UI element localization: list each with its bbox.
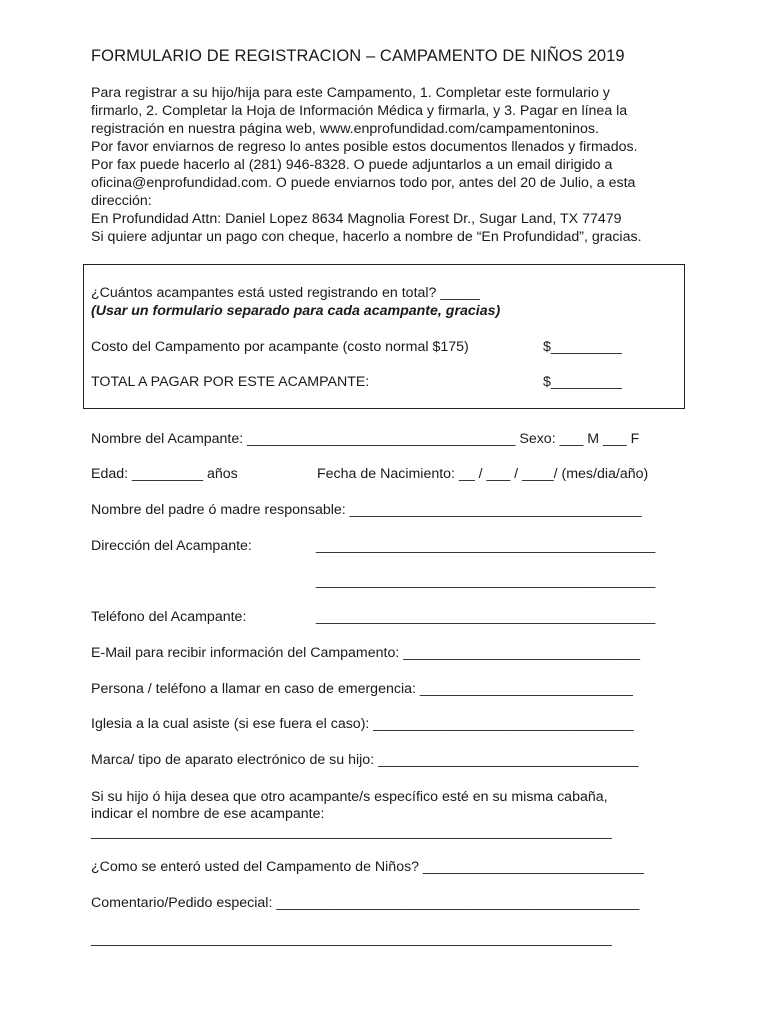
camp-cost-field[interactable]: $_________ (543, 339, 622, 355)
cabin-request-text: Si su hijo ó hija desea que otro acampante/s específico esté en su misma cabaña, (91, 789, 608, 805)
phone-label: Teléfono del Acampante: (91, 609, 247, 625)
age-field[interactable]: Edad: _________ años (91, 466, 238, 482)
camper-count-question[interactable]: ¿Cuántos acampantes está usted registrando en total? _____ (91, 285, 480, 301)
email-field[interactable]: E-Mail para recibir información del Campamento: ______________________________ (91, 645, 640, 661)
instruction-line: Para registrar a su hijo/hija para este Campamento, 1. Completar este formulario y (91, 85, 610, 101)
special-request-field-line-2[interactable]: __________________________________________________________________ (91, 931, 612, 947)
instructions-paragraph (91, 84, 701, 246)
total-due-field[interactable]: $_________ (543, 374, 622, 390)
address-field-line-1[interactable]: ___________________________________________ (316, 538, 656, 554)
cabin-request-label: indicar el nombre de ese acampante: (91, 806, 325, 822)
instruction-line: En Profundidad Attn: Daniel Lopez 8634 Magnolia Forest Dr., Sugar Land, TX 77479 (91, 211, 622, 227)
instruction-line: Por fax puede hacerlo al (281) 946-8328. O puede adjuntarlos a un email dirigido a (91, 157, 613, 173)
instruction-line: oficina@enprofundidad.com. O puede enviarnos todo por, antes del 20 de Julio, a esta (91, 175, 636, 191)
address-label: Dirección del Acampante: (91, 538, 252, 554)
birth-date-field[interactable]: Fecha de Nacimiento: __ / ___ / ____/ (mes/dia/año) (317, 466, 649, 482)
church-field[interactable]: Iglesia a la cual asiste (si ese fuera el caso): _________________________________ (91, 716, 634, 732)
instruction-line: Si quiere adjuntar un pago con cheque, hacerlo a nombre de “En Profundidad”, gracias. (91, 229, 642, 245)
electronic-device-field[interactable]: Marca/ tipo de aparato electrónico de su hijo: _________________________________ (91, 752, 639, 768)
special-request-field[interactable]: Comentario/Pedido especial: ______________________________________________ (91, 895, 640, 911)
emergency-contact-field[interactable]: Persona / teléfono a llamar en caso de emergencia: ___________________________ (91, 681, 633, 697)
address-field-line-2[interactable]: ___________________________________________ (316, 573, 656, 589)
camper-name-field[interactable]: Nombre del Acampante: __________________________________ Sexo: ___ M ___ F (91, 431, 640, 447)
instruction-line: registración en nuestra página web, www.enprofundidad.com/campamentoninos. (91, 121, 599, 137)
parent-name-field[interactable]: Nombre del padre ó madre responsable: _____________________________________ (91, 502, 642, 518)
cabin-request-field[interactable]: __________________________________________________________________ (91, 824, 612, 840)
phone-field[interactable]: ___________________________________________ (316, 609, 656, 625)
referral-source-field[interactable]: ¿Como se enteró usted del Campamento de Niños? ____________________________ (91, 859, 644, 875)
form-title: FORMULARIO DE REGISTRACION – CAMPAMENTO DE NIÑOS 2019 (91, 47, 625, 65)
separate-form-note: (Usar un formulario separado para cada acampante, gracias) (91, 303, 501, 319)
instruction-line: dirección: (91, 193, 152, 209)
instruction-line: Por favor enviarnos de regreso lo antes posible estos documentos llenados y firmados. (91, 139, 638, 155)
camp-cost-label: Costo del Campamento por acampante (costo normal $175) (91, 339, 469, 355)
instruction-line: firmarlo, 2. Completar la Hoja de Información Médica y firmarla, y 3. Pagar en línea la (91, 103, 628, 119)
total-due-label: TOTAL A PAGAR POR ESTE ACAMPANTE: (91, 374, 370, 390)
